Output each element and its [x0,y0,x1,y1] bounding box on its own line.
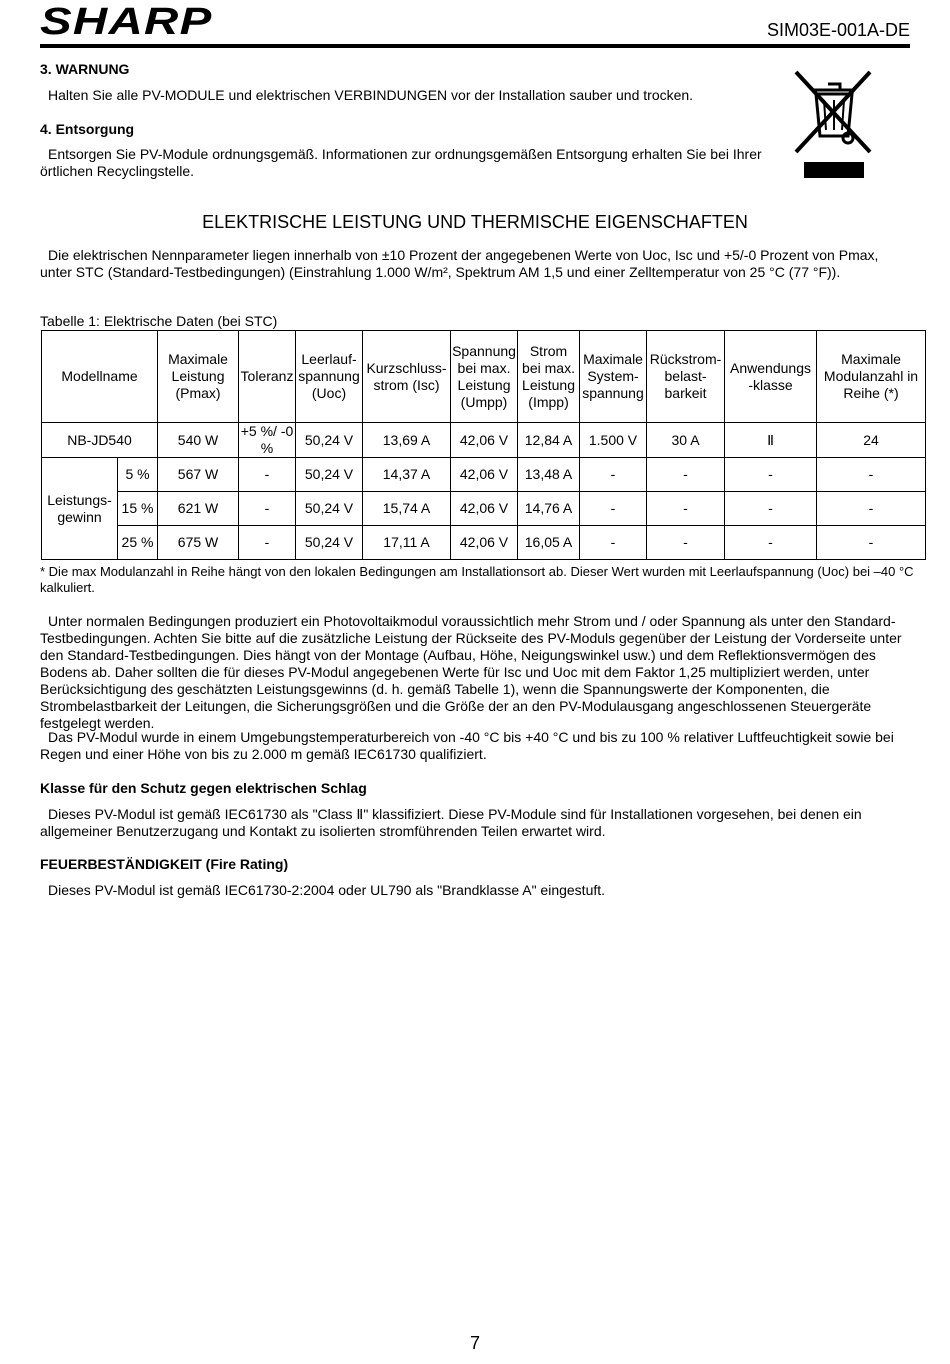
table-footnote: * Die max Modulanzahl in Reihe hängt von den lokalen Bedingungen am Installationsort ab. Dieser Wert wurden mit Leerlaufspannung (Uoc) bei –40 °C kalkuliert. [40,564,914,595]
cell-isc: 13,69 A [363,423,451,458]
cell-umpp: 42,06 V [451,526,518,560]
cell-gain-pct: 15 % [118,492,158,526]
cell-uoc: 50,24 V [296,458,363,492]
weee-crossed-bin-icon [790,66,876,180]
cell-max-system-voltage: - [580,458,647,492]
cell-tolerance: - [239,526,296,560]
page-number: 7 [469,1333,480,1353]
cell-impp: 14,76 A [518,492,580,526]
cell-max-system-voltage: - [580,526,647,560]
disposal-heading: 4. Entsorgung [40,121,135,137]
cell-tolerance: - [239,492,296,526]
warning-text: Halten Sie alle PV-MODULE und elektrischen VERBINDUNGEN vor der Installation sauber und trocken. [48,87,694,103]
cell-uoc: 50,24 V [296,526,363,560]
cell-uoc: 50,24 V [296,492,363,526]
shock-class-heading: Klasse für den Schutz gegen elektrischen Schlag [40,780,367,796]
cell-reverse-current: - [647,492,725,526]
cell-isc: 17,11 A [363,526,451,560]
cell-gain-pct: 25 % [118,526,158,560]
paragraph-qualification: Das PV-Modul wurde in einem Umgebungstemperaturbereich von -40 °C bis +40 °C und bis zu 100 % relativer Luftfeuchtigkeit sowie bei Regen und einer Höhe von bis zu 2.000 m gemäß IEC61730 qualifiziert. [40,729,894,762]
table-header-row [42,331,926,423]
th-max-system-voltage: Maximale System-spannung [580,331,647,423]
th-reverse-current: Rückstrom-belast-barkeit [647,331,725,423]
cell-reverse-current: - [647,526,725,560]
fire-heading: FEUERBESTÄNDIGKEIT (Fire Rating) [40,856,289,872]
cell-isc: 14,37 A [363,458,451,492]
th-application-class: Anwendungs -klasse [725,331,817,423]
th-isc: Kurzschluss-strom (Isc) [363,331,451,423]
th-max-modules: Maximale Modulanzahl in Reihe (*) [817,331,926,423]
section-title: ELEKTRISCHE LEISTUNG UND THERMISCHE EIGENSCHAFTEN [202,212,748,232]
cell-reverse-current: - [647,458,725,492]
cell-application-class: - [725,526,817,560]
cell-pmax: 621 W [158,492,239,526]
cell-umpp: 42,06 V [451,492,518,526]
table-row [42,492,926,526]
cell-umpp: 42,06 V [451,458,518,492]
cell-max-modules: - [817,458,926,492]
cell-tolerance: +5 %/ -0 % [239,423,296,458]
cell-max-modules: - [817,526,926,560]
cell-application-class: - [725,492,817,526]
electrical-data-table [41,330,926,560]
cell-max-system-voltage: 1.500 V [580,423,647,458]
cell-application-class: Ⅱ [725,423,817,458]
disposal-text: Entsorgen Sie PV-Module ordnungsgemäß. Informationen zur ordnungsgemäßen Entsorgung erhalten Sie bei Ihrer örtlichen Recyclingstelle. [40,146,762,179]
table-row [42,526,926,560]
th-tolerance: Toleranz [239,331,296,423]
sharp-logo: SHARP [40,1,213,43]
cell-application-class: - [725,458,817,492]
cell-max-modules: - [817,492,926,526]
warning-heading: 3. WARNUNG [40,61,130,77]
model-name: NB-JD540 [42,423,158,458]
th-pmax: Maximale Leistung (Pmax) [158,331,239,423]
th-impp: Strom bei max. Leistung (Impp) [518,331,580,423]
cell-max-modules: 24 [817,423,926,458]
cell-reverse-current: 30 A [647,423,725,458]
section-intro: Die elektrischen Nennparameter liegen innerhalb von ±10 Prozent der angegebenen Werte von Uoc, Isc und +5/-0 Prozent von Pmax, unter STC (Standard-Testbedingungen) (Einstrahlung 1.000 W/m², Spektrum AM 1,5 und einer Zelltemperatur von 25 °C (77 °F)). [40,247,879,280]
cell-pmax: 567 W [158,458,239,492]
table-row [42,423,926,458]
paragraph-bifacial: Unter normalen Bedingungen produziert ein Photovoltaikmodul voraussichtlich mehr Strom und / oder Spannung als unter den Standard-Testbedingungen. Achten Sie bitte auf die zusätzliche Leistung der Rückseite des PV-Moduls gegenüber der Leistung der Vorderseite unter den Standard-Testbedingungen. Dies hängt von der Montage (Aufbau, Höhe, Neigungswinkel usw.) und dem Reflektionsvermögen des Bodens ab. Daher sollten die für dieses PV-Modul angegebenen Werte für Isc und Uoc mit dem Faktor 1,25 multipliziert werden, unter Berücksichtigung des geschätzten Leistungsgewinns (d. h. gemäß Tabelle 1), wenn die Spannungswerte der Komponenten, die Strombelastbarkeit der Leitungen, die Sicherungsgrößen und die Größe der an den PV-Modulausgang angeschlossenen Steuergeräte festgelegt werden. [40,613,902,731]
gain-label: Leistungs-gewinn [42,458,118,560]
table-row [42,458,926,492]
cell-max-system-voltage: - [580,492,647,526]
cell-uoc: 50,24 V [296,423,363,458]
th-uoc: Leerlauf-spannung (Uoc) [296,331,363,423]
cell-gain-pct: 5 % [118,458,158,492]
cell-pmax: 675 W [158,526,239,560]
shock-class-text: Dieses PV-Modul ist gemäß IEC61730 als "Class Ⅱ" klassifiziert. Diese PV-Module sind für Installationen vorgesehen, bei denen ein allgemeiner Benutzerzugang und Kontakt zu isolierten stromführenden Teilen erwartet wird. [40,806,862,839]
table-caption: Tabelle 1: Elektrische Daten (bei STC) [40,313,278,329]
fire-text: Dieses PV-Modul ist gemäß IEC61730-2:2004 oder UL790 als "Brandklasse A" eingestuft. [48,882,606,898]
cell-isc: 15,74 A [363,492,451,526]
th-model: Modellname [42,331,158,423]
cell-impp: 16,05 A [518,526,580,560]
cell-impp: 12,84 A [518,423,580,458]
cell-tolerance: - [239,458,296,492]
cell-pmax: 540 W [158,423,239,458]
document-id: SIM03E-001A-DE [766,20,910,40]
th-umpp: Spannung bei max. Leistung (Umpp) [451,331,518,423]
header-rule [40,44,910,48]
cell-umpp: 42,06 V [451,423,518,458]
cell-impp: 13,48 A [518,458,580,492]
